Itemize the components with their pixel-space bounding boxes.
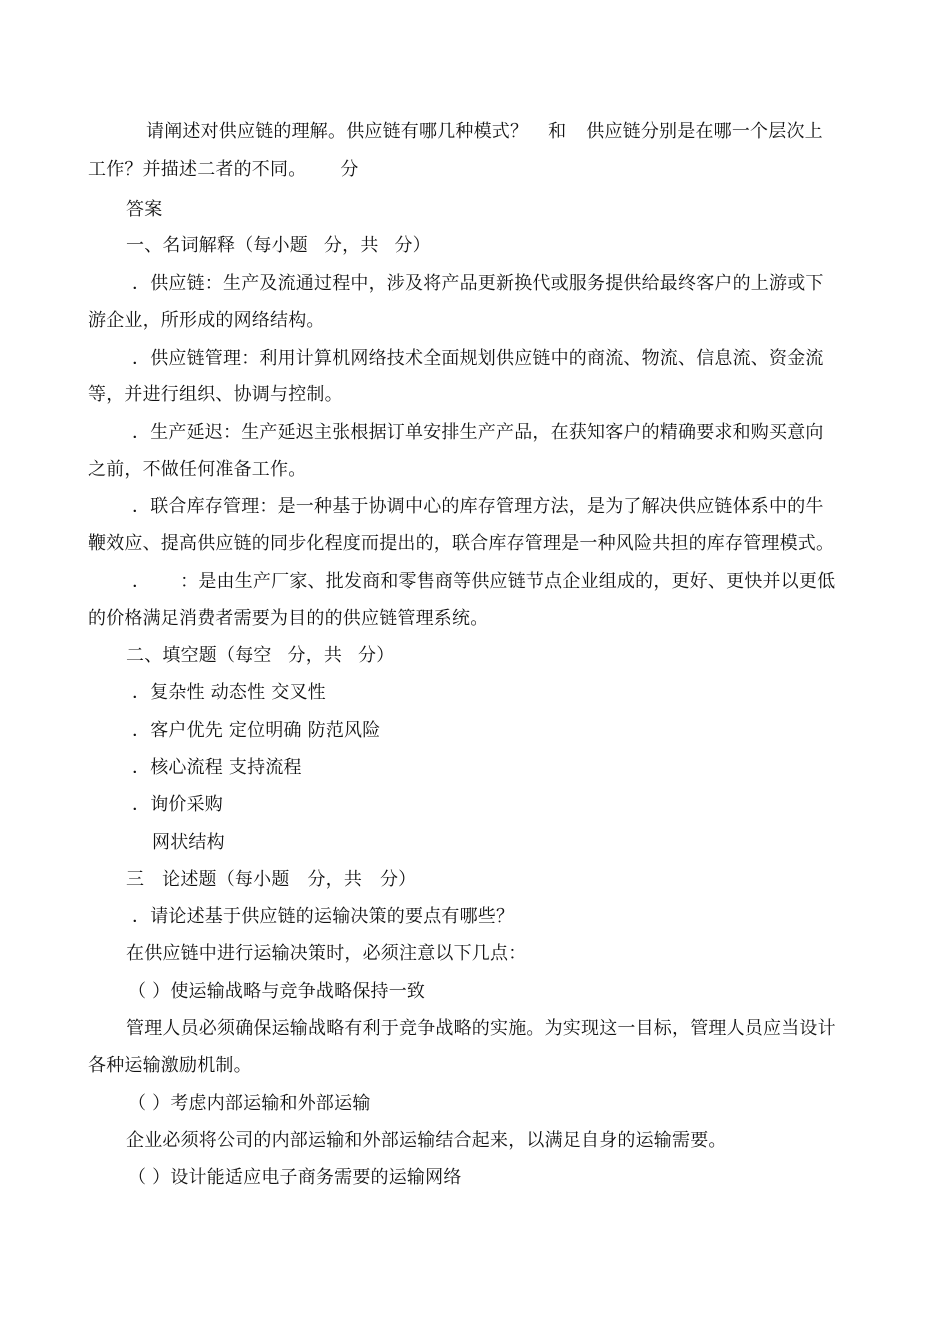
definition-2-line-2: 等，并进行组织、协调与控制。 xyxy=(88,384,343,405)
point-1-text-line-2: 各种运输激励机制。 xyxy=(88,1055,252,1076)
section-2-heading: 二、填空题（每空 分，共 分） xyxy=(126,645,395,666)
fill-answer-5: 网状结构 xyxy=(152,832,225,853)
point-2-title: （ ）考虑内部运输和外部运输 xyxy=(128,1093,371,1114)
fill-answer-2: ．客户优先 定位明确 防范风险 xyxy=(132,720,381,741)
question-line-2: 工作？并描述二者的不同。 分 xyxy=(88,159,359,180)
definition-4-line-1: ．联合库存管理：是一种基于协调中心的库存管理方法，是为了解决供应链体系中的牛 xyxy=(132,496,824,517)
fill-answer-3: ．核心流程 支持流程 xyxy=(132,757,302,778)
point-1-title: （ ）使运输战略与竞争战略保持一致 xyxy=(128,981,426,1002)
definition-1-line-2: 游企业，所形成的网络结构。 xyxy=(88,310,325,331)
essay-intro: 在供应链中进行运输决策时，必须注意以下几点： xyxy=(126,943,527,964)
definition-4-line-2: 鞭效应、提高供应链的同步化程度而提出的，联合库存管理是一种风险共担的库存管理模式。 xyxy=(88,533,835,554)
definition-3-line-2: 之前，不做任何准备工作。 xyxy=(88,459,307,480)
definition-5-line-1: ． ：是由生产厂家、批发商和零售商等供应链节点企业组成的，更好、更快并以更低 xyxy=(132,571,836,592)
definition-5-line-2: 的价格满足消费者需要为目的的供应链管理系统。 xyxy=(88,608,489,629)
section-1-heading: 一、名词解释（每小题 分，共 分） xyxy=(126,235,431,256)
definition-2-line-1: ．供应链管理：利用计算机网络技术全面规划供应链中的商流、物流、信息流、资金流 xyxy=(132,348,824,369)
answers-heading: 答案 xyxy=(126,199,163,220)
point-3-title: （ ）设计能适应电子商务需要的运输网络 xyxy=(128,1167,462,1188)
fill-answer-1: ．复杂性 动态性 交叉性 xyxy=(132,682,326,703)
fill-answer-4: ．询价采购 xyxy=(132,794,223,815)
question-line-1: 请阐述对供应链的理解。供应链有哪几种模式？ 和 供应链分别是在哪一个层次上 xyxy=(146,121,823,142)
definition-1-line-1: ．供应链：生产及流通过程中，涉及将产品更新换代或服务提供给最终客户的上游或下 xyxy=(132,273,824,294)
point-1-text-line-1: 管理人员必须确保运输战略有利于竞争战略的实施。为实现这一目标，管理人员应当设计 xyxy=(126,1018,836,1039)
section-3-heading: 三 论述题（每小题 分，共 分） xyxy=(126,869,417,890)
definition-3-line-1: ．生产延迟：生产延迟主张根据订单安排生产产品，在获知客户的精确要求和购买意向 xyxy=(132,422,824,443)
point-2-text: 企业必须将公司的内部运输和外部运输结合起来，以满足自身的运输需要。 xyxy=(126,1130,727,1151)
essay-question-1: ．请论述基于供应链的运输决策的要点有哪些？ xyxy=(132,906,515,927)
